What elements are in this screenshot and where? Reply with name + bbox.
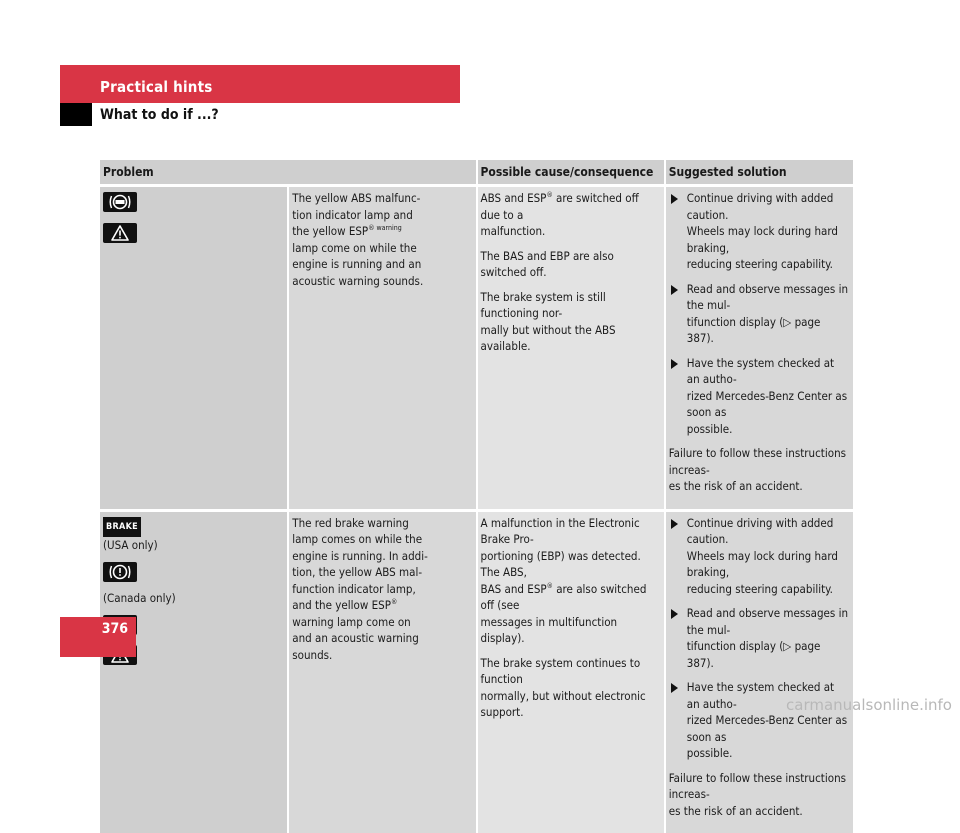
problem-icons-cell <box>100 186 288 511</box>
page-number-box <box>60 617 136 657</box>
solution-step: Have the system checked at an autho- rized Mercedes-Benz Center as soon as possible. <box>669 355 850 438</box>
solution-step: Read and observe messages in the mul- tifunction display (▷ page 387). <box>669 281 850 347</box>
table-header-row <box>100 160 853 186</box>
subsection-title: What to do if ...? <box>100 107 219 123</box>
abs-lamp-icon <box>103 192 137 212</box>
troubleshooting-table <box>100 160 853 833</box>
subsection-marker <box>60 103 92 126</box>
solution-step: Read and observe messages in the mul- tifunction display (▷ page 387). <box>669 605 850 671</box>
header-cause: Possible cause/consequence <box>477 160 665 186</box>
solution-step: Have the system checked at an autho- rized Mercedes-Benz Center as soon as possible. <box>669 679 850 762</box>
canada-only-label: (Canada only) <box>103 591 176 605</box>
solution-step: Continue driving with added caution. Wheels may lock during hard braking, reducing steering capability. <box>669 190 850 273</box>
section-header-bar <box>60 65 460 103</box>
cause-paragraph: The brake system continues to function normally, but without electronic support. <box>480 655 646 719</box>
table-row <box>100 510 853 833</box>
problem-description: The red brake warning lamp comes on while the engine is running. In addi- tion, the yellow ABS mal- function indicator lamp, and the yellow ESP® warning lamp come on and an acoustic warning sounds. <box>288 510 476 833</box>
site-watermark: carmanualsonline.info <box>786 696 952 714</box>
problem-description: The yellow ABS malfunc- tion indicator lamp and the yellow $ESP^{® warning}$ lamp come on while the engine is running and an acoustic warning sounds. <box>288 186 476 511</box>
solution-cell <box>665 186 853 511</box>
cause-paragraph: The BAS and EBP are also switched off. <box>480 248 614 279</box>
cause-cell <box>477 510 665 833</box>
cause-paragraph: ABS and ESP® are switched off due to a malfunction. <box>480 191 639 238</box>
header-problem: Problem <box>100 160 477 186</box>
solution-step: Continue driving with added caution. Wheels may lock during hard braking, reducing steering capability. <box>669 515 850 598</box>
cause-paragraph: A malfunction in the Electronic Brake Pro- portioning (EBP) was detected. The ABS, BAS and ESP® are also switched off (see messages in multifunction display). <box>480 515 647 645</box>
cause-paragraph: The brake system is still functioning nor- mally but without the ABS available. <box>480 289 616 353</box>
table-row <box>100 186 853 511</box>
problem-icons-cell <box>100 510 288 833</box>
page-ref-arrow-icon: ▷ <box>783 639 792 653</box>
esp-warning-icon <box>103 223 137 243</box>
cause-cell <box>477 186 665 511</box>
header-solution: Suggested solution <box>665 160 853 186</box>
brake-lamp-icon: BRAKE <box>103 517 141 538</box>
page-ref-arrow-icon: ▷ <box>783 314 792 329</box>
section-title: Practical hints <box>100 78 213 96</box>
usa-only-label: (USA only) <box>103 538 158 552</box>
brake-warning-icon <box>103 562 137 582</box>
warning-note: Failure to follow these instructions increas- es the risk of an accident. <box>668 446 847 493</box>
warning-note: Failure to follow these instructions increas- es the risk of an accident. <box>668 770 847 818</box>
solution-cell <box>665 510 853 833</box>
page-number: 376 <box>101 621 128 637</box>
